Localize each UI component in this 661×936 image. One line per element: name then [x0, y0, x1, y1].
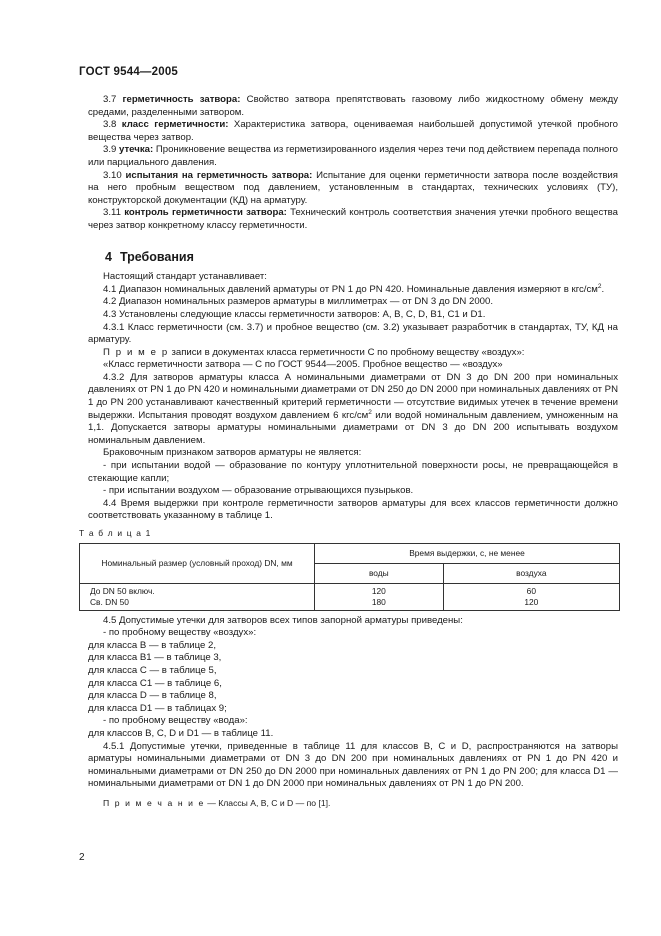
definition-term: контроль герметичности затвора: [124, 207, 287, 219]
requirements-intro: Настоящий стандарт устанавливает: [103, 271, 267, 283]
clause-4-3-1: 4.3.1 Класс герметичности (см. 3.7) и пробное вещество (см. 3.2) указывает разработчик в стандартах, ТУ, КД на арматуру. [88, 321, 618, 346]
clause-4-1 [88, 284, 618, 297]
definition-number: 3.9 [103, 144, 117, 156]
note [88, 797, 618, 810]
definition-text: Испытание для оценки герметичности затвора после воздействия на него пробным веществом под давлением, установленным в стандартах, технических условиях (ТУ), конструкторской документации (КД) на арматуру. [88, 169, 618, 206]
clause-4-3-2 [88, 372, 618, 448]
note-label: П р и м е ч а н и е [103, 797, 205, 808]
clause-text-end: . [601, 283, 605, 295]
definition-3-8 [88, 119, 618, 144]
air-label: - по пробному веществу «воздух»: [103, 627, 257, 639]
rejection-criteria: Браковочным признаком затворов арматуры не является: [103, 447, 362, 459]
running-header: ГОСТ 9544—2005 [79, 66, 179, 78]
definition-number: 3.10 [103, 169, 122, 181]
definition-3-11 [88, 207, 618, 232]
list-item: для класса D — в таблице 8, [88, 690, 217, 702]
definition-number: 3.8 [103, 119, 117, 131]
clause-text: 4.1 Диапазон номинальных давлений арматуры от PN 1 до PN 420. Номинальные давления измеряют в кгс/см [103, 283, 598, 295]
note-text: — Классы А, В, С и D — по [1]. [204, 797, 331, 808]
example-record: «Класс герметичности затвора — С по ГОСТ 9544—2005. Пробное вещество — «воздух» [103, 359, 503, 371]
table-cell-size: Св. DN 50 [80, 597, 315, 611]
clause-4-5: 4.5 Допустимые утечки для затворов всех типов запорной арматуры приведены: [103, 614, 463, 626]
list-item: для класса D1 — в таблицах 9; [88, 702, 227, 714]
definition-term: класс герметичности: [121, 119, 229, 131]
clause-4-2: 4.2 Диапазон номинальных размеров арматуры в миллиметрах — от DN 3 до DN 2000. [103, 296, 493, 308]
list-item: для класса В — в таблице 2, [88, 639, 217, 651]
definition-number: 3.11 [103, 207, 121, 219]
table-header-air: воздуха [443, 563, 619, 583]
table-header-size: Номинальный размер (условный проход) DN, мм [80, 543, 315, 583]
definition-term: утечка: [119, 144, 154, 156]
page-body [79, 94, 619, 810]
definition-text: Проникновение вещества из герметизированного изделия через течи под действием перепада полного или парциального давления. [88, 144, 619, 168]
definition-term: герметичность затвора: [122, 94, 241, 105]
table-header-water: воды [315, 563, 444, 583]
table-cell-water: 180 [315, 597, 444, 611]
clause-4-4: 4.4 Время выдержки при контроле герметичности затворов арматуры для всех классов герметичности должно соответствовать указанному в таблице 1. [88, 497, 618, 522]
table-cell-water: 120 [315, 583, 444, 597]
example-label: П р и м е р [103, 346, 169, 358]
page-number: 2 [79, 852, 85, 863]
clause-text: 4.3.2 Для затворов арматуры класса А номинальными диаметрами от DN 3 до DN 200 при номинальных давлениях от PN 1 до PN 420 и номинальными диаметрами от DN 250 до DN 2000 при номинальных давлениях от PN 1 до PN 200 устанавливают качественный критерий герметичности — отсутствие видимых утечек в течение времени выдержки. Испытания проводят воздухом давлением 6 кгс/см [88, 371, 618, 421]
dash-item-air: - при испытании воздухом — образование отрывающихся пузырьков. [103, 485, 414, 497]
superscript: 2 [597, 282, 602, 290]
water-label: - по пробному веществу «вода»: [103, 715, 248, 727]
holding-time-table [79, 543, 620, 611]
table-caption: Т а б л и ц а 1 [79, 528, 152, 538]
definition-term: испытания на герметичность затвора: [125, 169, 313, 181]
list-item: для класса С1 — в таблице 6, [88, 677, 222, 689]
definition-text: Технический контроль соответствия значения утечки пробного вещества через затвор конкретному классу герметичности. [88, 207, 618, 231]
example [88, 347, 618, 360]
definition-3-7 [88, 94, 618, 119]
list-item: для класса С — в таблице 5, [88, 664, 217, 676]
definition-3-9 [88, 144, 618, 169]
clause-4-3: 4.3 Установлены следующие классы герметичности затворов: А, В, С, D, В1, С1 и D1. [103, 308, 486, 320]
clause-text-end: или водой номинальным давлением, умноженным на 1,1. Допускается затворы арматуры номинальными диаметрами от DN 3 до DN 200 испытывать воздухом номинальным давлением. [88, 409, 619, 446]
definition-3-10 [88, 170, 618, 208]
list-item: для класса В1 — в таблице 3, [88, 652, 222, 664]
table-header-time: Время выдержки, с, не менее [315, 543, 620, 563]
table-row [80, 583, 620, 597]
table-cell-size: До DN 50 включ. [80, 583, 315, 597]
example-text: записи в документах класса герметичности С по пробному веществу «воздух»: [168, 346, 525, 358]
section-number: 4 [105, 249, 112, 264]
definition-number: 3.7 [103, 94, 117, 105]
superscript: 2 [368, 408, 372, 416]
clause-4-5-1: 4.5.1 Допустимые утечки, приведенные в таблице 11 для классов В, С и D, распространяются на затворы арматуры номинальными диаметрами от DN 3 до DN 200 при номинальных давлениях от PN 1 до PN 420 и номинальными диаметрами от DN 250 до DN 2000 при номинальных давлениях от PN 1 до PN 200; для класса D1 — номинальными диаметрами от DN 1 до DN 2000 при номинальных давлениях от PN 1 до PN 200. [88, 740, 618, 790]
list-item: для классов В, С, D и D1 — в таблице 11. [88, 727, 274, 739]
table-row [80, 597, 620, 611]
definition-text: Свойство затвора препятствовать газовому либо жидкостному обмену между средами, разделенными затвором. [88, 94, 618, 118]
dash-item-water: - при испытании водой — образование по контуру уплотнительной поверхности росы, не превращающейся в стекающие капли; [88, 460, 618, 484]
section-title: Требования [119, 249, 194, 264]
definition-text: Характеристика затвора, оцениваемая наибольшей допустимой утечкой пробного вещества через затвор. [88, 119, 618, 143]
table-cell-air: 60 [443, 583, 619, 597]
table-cell-air: 120 [443, 597, 619, 611]
section-heading [105, 251, 618, 264]
